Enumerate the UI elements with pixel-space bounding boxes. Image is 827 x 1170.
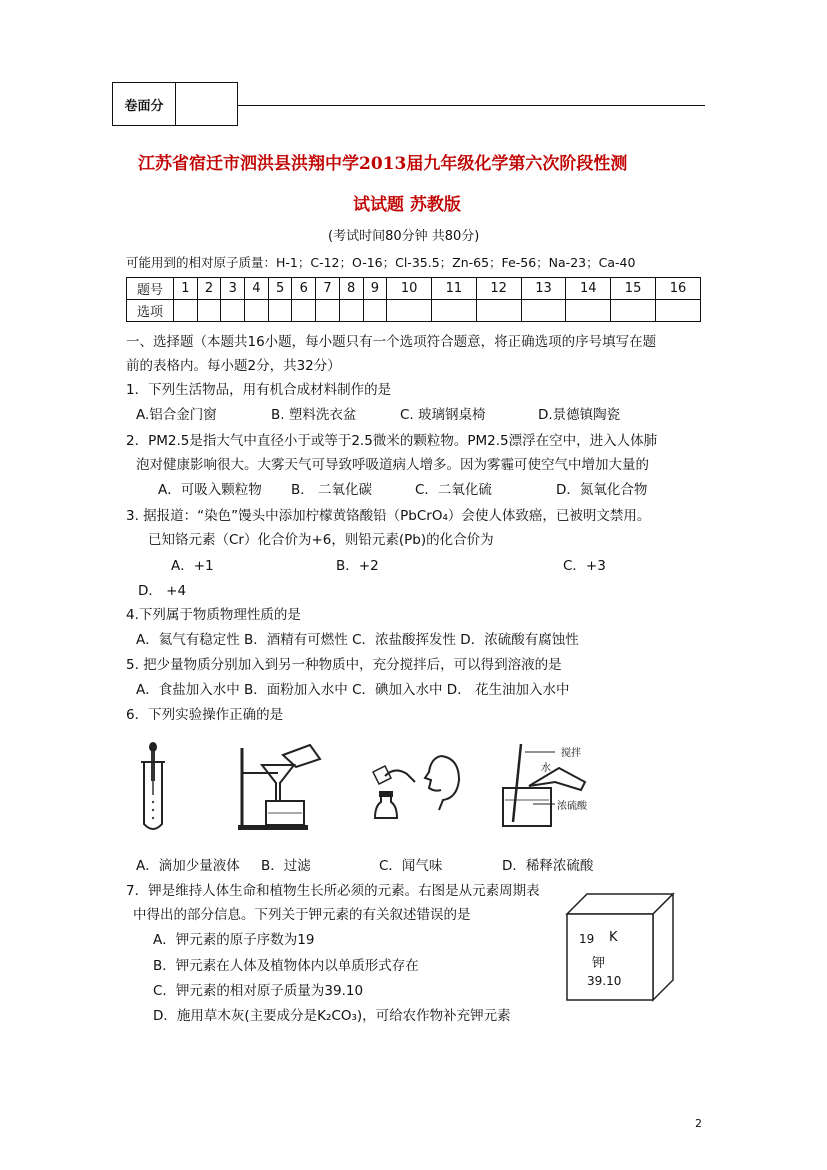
answer-table <box>126 277 701 322</box>
q6-option-b: B．过滤 <box>261 858 311 874</box>
score-field[interactable] <box>176 83 237 125</box>
table-cell: 16 <box>655 278 700 300</box>
exam-info: (考试时间80分钟 共80分) <box>328 229 480 244</box>
element-number: 19 <box>579 932 595 946</box>
answer-cell[interactable] <box>245 300 269 322</box>
title-line1: 江苏省宿迁市泗洪县洪翔中学2013届九年级化学第六次阶段性测 <box>138 154 628 174</box>
q6-option-c: C．闻气味 <box>379 858 443 874</box>
q1-option-a: A.铝合金门窗 <box>136 407 217 423</box>
label-acid: 浓硫酸 <box>557 801 587 812</box>
element-name: 钾 <box>592 956 606 971</box>
element-mass: 39.10 <box>587 974 622 988</box>
section1-line2: 前的表格内。每小题2分，共32分） <box>126 358 341 374</box>
element-symbol: K <box>609 930 618 945</box>
table-cell: 11 <box>431 278 476 300</box>
answer-cell[interactable] <box>174 300 198 322</box>
q6-option-a: A．滴加少量液体 <box>136 858 240 874</box>
q4-stem: 4.下列属于物质物理性质的是 <box>126 607 301 623</box>
table-cell: 3 <box>221 278 245 300</box>
table-row <box>127 278 701 300</box>
answer-cell[interactable] <box>655 300 700 322</box>
answer-cell[interactable] <box>292 300 316 322</box>
filtration-apparatus-icon <box>228 743 328 833</box>
score-label: 卷面分 <box>113 83 176 125</box>
answer-cell[interactable] <box>476 300 521 322</box>
row-label-answer: 选项 <box>127 300 174 322</box>
q7-stem-line2: 中得出的部分信息。下列关于钾元素的有关叙述错误的是 <box>133 907 471 923</box>
q6-option-d: D．稀释浓硫酸 <box>502 858 594 874</box>
page-number: 2 <box>695 1117 702 1130</box>
q2-option-d: D．氮氧化合物 <box>556 482 648 498</box>
table-cell: 7 <box>316 278 340 300</box>
q5-stem: 5. 把少量物质分别加入到另一种物质中，充分搅拌后，可以得到溶液的是 <box>126 657 562 673</box>
q1-stem: 1．下列生活物品，用有机合成材料制作的是 <box>126 382 392 398</box>
q7-option-b: B．钾元素在人体及植物体内以单质形式存在 <box>153 958 419 974</box>
table-cell: 2 <box>197 278 221 300</box>
q3-option-b: B．+2 <box>336 558 379 574</box>
answer-cell[interactable] <box>363 300 387 322</box>
answer-cell[interactable] <box>387 300 432 322</box>
q4-options: A．氦气有稳定性 B．酒精有可燃性 C．浓盐酸挥发性 D．浓硫酸有腐蚀性 <box>136 632 579 648</box>
table-cell: 13 <box>521 278 566 300</box>
table-row <box>127 300 701 322</box>
atomic-masses: 可能用到的相对原子质量：H-1；C-12；O-16；Cl-35.5；Zn-65；Fe-56；Na-23；Ca-40 <box>126 255 636 270</box>
answer-cell[interactable] <box>221 300 245 322</box>
q1-option-b: B. 塑料洗衣盆 <box>271 407 357 423</box>
answer-cell[interactable] <box>268 300 292 322</box>
q2-option-c: C．二氧化硫 <box>415 482 492 498</box>
q3-option-d: D． +4 <box>138 583 187 599</box>
answer-cell[interactable] <box>521 300 566 322</box>
table-cell: 14 <box>566 278 611 300</box>
table-cell: 10 <box>387 278 432 300</box>
answer-cell[interactable] <box>431 300 476 322</box>
label-stir: 搅拌 <box>561 748 581 759</box>
q1-option-d: D.景德镇陶瓷 <box>538 407 621 423</box>
q7-option-c: C．钾元素的相对原子质量为39.10 <box>153 983 364 999</box>
q3-option-a: A．+1 <box>171 558 214 574</box>
answer-cell[interactable] <box>566 300 611 322</box>
answer-cell[interactable] <box>197 300 221 322</box>
q3-stem-line1: 3. 据报道：“染色”馒头中添加柠檬黄铬酸铅（PbCrO₄）会使人体致癌，已被明文禁用。 <box>126 508 651 524</box>
table-cell: 8 <box>339 278 363 300</box>
q6-stem: 6．下列实验操作正确的是 <box>126 707 284 723</box>
q7-stem-line1: 7．钾是维持人体生命和植物生长所必须的元素。右图是从元素周期表 <box>126 883 540 899</box>
table-cell: 12 <box>476 278 521 300</box>
q5-options: A．食盐加入水中 B．面粉加入水中 C．碘加入水中 D． 花生油加入水中 <box>136 682 570 698</box>
answer-cell[interactable] <box>611 300 656 322</box>
header-rule <box>238 105 705 106</box>
q1-option-c: C. 玻璃钢桌椅 <box>400 407 486 423</box>
smell-gas-icon <box>365 748 465 828</box>
table-cell: 1 <box>174 278 198 300</box>
title-line2: 试试题 苏教版 <box>353 195 461 215</box>
q3-stem-line2: 已知铬元素（Cr）化合价为+6，则铅元素(Pb)的化合价为 <box>148 532 494 548</box>
table-cell: 5 <box>268 278 292 300</box>
section1-line1: 一、选择题（本题共16小题，每小题只有一个选项符合题意，将正确选项的序号填写在题 <box>126 334 657 350</box>
q2-stem-line2: 泡对健康影响很大。大雾天气可导致呼吸道病人增多。因为雾霾可使空气中增加大量的 <box>136 457 649 473</box>
row-label-number: 题号 <box>127 278 174 300</box>
dropper-test-tube-icon <box>138 740 168 835</box>
answer-cell[interactable] <box>339 300 363 322</box>
q2-option-b: B． 二氧化碳 <box>291 482 373 498</box>
q2-option-a: A．可吸入颗粒物 <box>158 482 262 498</box>
table-cell: 15 <box>611 278 656 300</box>
q7-option-a: A．钾元素的原子序数为19 <box>153 932 315 948</box>
q3-option-c: C．+3 <box>563 558 606 574</box>
score-box <box>112 82 238 126</box>
table-cell: 6 <box>292 278 316 300</box>
table-cell: 9 <box>363 278 387 300</box>
dilute-acid-icon <box>493 742 603 830</box>
q7-option-d: D．施用草木灰(主要成分是K₂CO₃)，可给农作物补充钾元素 <box>153 1008 511 1024</box>
q2-stem-line1: 2．PM2.5是指大气中直径小于或等于2.5微米的颗粒物。PM2.5漂浮在空中，进入人体肺 <box>126 433 658 449</box>
answer-cell[interactable] <box>316 300 340 322</box>
table-cell: 4 <box>245 278 269 300</box>
label-water: 水 <box>541 763 551 774</box>
